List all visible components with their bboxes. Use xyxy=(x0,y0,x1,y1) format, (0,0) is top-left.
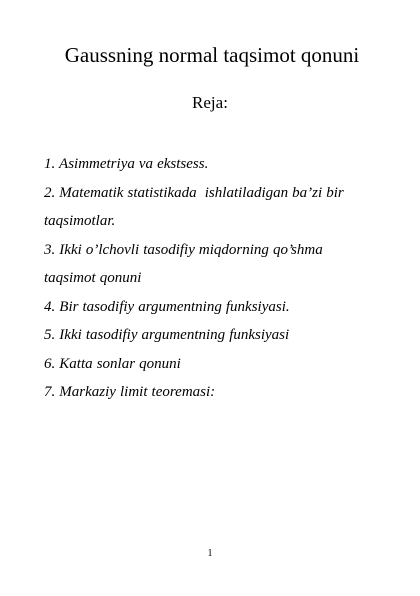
plan-line: 5. Ikki tasodifiy argumentning funksiyasi xyxy=(44,327,290,343)
plan-line: taqsimot qonuni xyxy=(44,270,142,286)
plan-line: 6. Katta sonlar qonuni xyxy=(44,355,181,372)
plan-line: 7. Markaziy limit teoremasi: xyxy=(44,384,216,400)
page-title: Gaussning normal taqsimot qonuni xyxy=(64,43,360,67)
plan-heading: Reja: xyxy=(192,93,228,112)
plan-line: 3. Ikki o’lchovli tasodifiy miqdorning qo’shma xyxy=(44,241,323,258)
plan-line: 4. Bir tasodifiy argumentning funksiyasi. xyxy=(44,298,290,315)
plan-line: 2. Matematik statistikada ishlatiladigan ba’zi bir xyxy=(44,184,344,201)
plan-list xyxy=(44,150,374,407)
page-number: 1 xyxy=(207,548,213,559)
plan-line: taqsimotlar. xyxy=(44,213,116,229)
plan-line: 1. Asimmetriya va ekstsess. xyxy=(44,156,209,172)
